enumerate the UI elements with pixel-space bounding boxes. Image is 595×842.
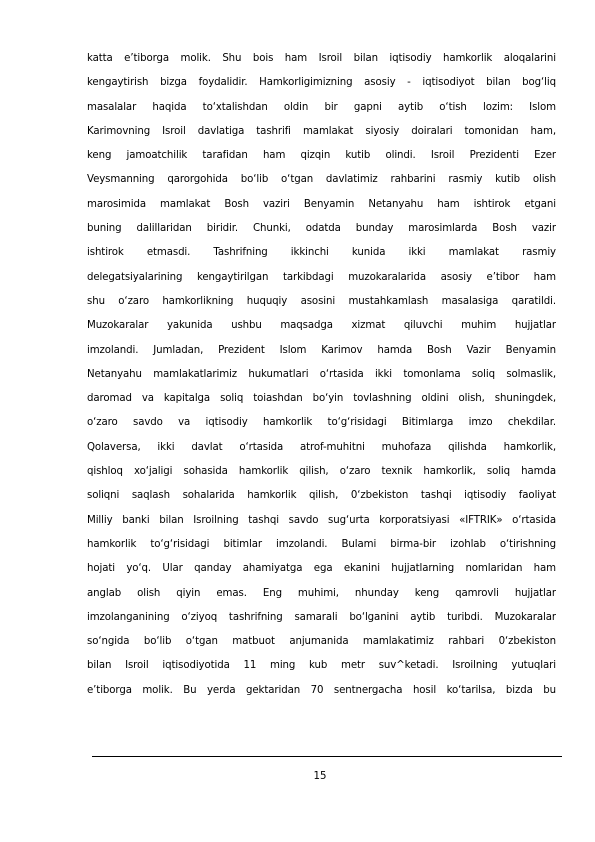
text-line: masalalar haqida to‘xtalishdan oldin bir gapni aytib o‘tish lozim: Islom xyxy=(87,101,556,113)
text-line: Muzokaralar yakunida ushbu maqsadga xizmat qiluvchi muhim hujjatlar xyxy=(87,320,556,332)
text-line: buning dalillaridan biridir. Chunki, odatda bunday marosimlarda Bosh vazir xyxy=(87,223,556,235)
text-line: imzolandi. Jumladan, Prezident Islom Karimov hamda Bosh Vazir Benyamin xyxy=(87,344,556,356)
text-line: soliqni saqlash sohalarida hamkorlik qilish, 0‘zbekiston tashqi iqtisodiy faoliyat xyxy=(87,490,556,502)
body-paragraph xyxy=(87,47,556,703)
text-line: hamkorlik to‘g‘risidagi bitimlar imzolandi. Bulami birma-bir izohlab o‘tirishning xyxy=(87,538,556,550)
text-line: so‘ngida bo‘lib o‘tgan matbuot anjumanida mamlakatimiz rahbari 0‘zbekiston xyxy=(87,636,556,648)
text-line: Karimovning Isroil davlatiga tashrifi mamlakat siyosiy doiralari tomonidan ham, xyxy=(87,125,556,137)
text-line: imzolanganining o‘ziyoq tashrifning samarali bo‘lganini aytib turibdi. Muzokaralar xyxy=(87,611,556,623)
text-line: keng jamoatchilik tarafidan ham qizqin kutib olindi. Isroil Prezidenti Ezer xyxy=(87,150,556,162)
text-line: hojati yo‘q. Ular qanday ahamiyatga ega ekanini hujjatlarning nomlaridan ham xyxy=(87,563,556,575)
text-line: ishtirok etmasdi. Tashrifning ikkinchi kunida ikki mamlakat rasmiy xyxy=(87,247,556,259)
text-line: Milliy banki bilan Isroilning tashqi savdo sug‘urta korporatsiyasi «IFTRIK» o‘rtasida xyxy=(87,514,556,526)
text-line: marosimida mamlakat Bosh vaziri Benyamin Netanyahu ham ishtirok etgani xyxy=(87,198,556,210)
page-number: 15 xyxy=(313,771,327,782)
text-line: shu o‘zaro hamkorlikning huquqiy asosini mustahkamlash masalasiga qaratildi. xyxy=(87,295,556,307)
text-line: bilan Isroil iqtisodiyotida 11 ming kub metr suv^ketadi. Isroilning yutuqlari xyxy=(87,660,556,672)
text-line: daromad va kapitalga soliq toiashdan bo‘yin tovlashning oldini olish, shuningdek, xyxy=(87,393,556,405)
text-line: e’tiborga molik. Bu yerda gektaridan 70 sentnergacha hosil ko‘tarilsa, bizda bu xyxy=(87,684,556,696)
text-line: Netanyahu mamlakatlarimiz hukumatlari o‘rtasida ikki tomonlama soliq solmaslik, xyxy=(87,368,556,380)
text-line: qishloq xo‘jaligi sohasida hamkorlik qilish, o‘zaro texnik hamkorlik, soliq hamda xyxy=(87,466,556,478)
text-line: katta e’tiborga molik. Shu bois ham Isroil bilan iqtisodiy hamkorlik aloqalarini xyxy=(87,53,556,64)
text-line: kengaytirish bizga foydalidir. Hamkorligimizning asosiy - iqtisodiyot bilan bog‘liq xyxy=(87,77,556,89)
text-line: Qolaversa, ikki davlat o‘rtasida atrof-muhitni muhofaza qilishda hamkorlik, xyxy=(87,441,556,453)
text-line: delegatsiyalarining kengaytirilgan tarkibdagi muzokaralarida asosiy e’tibor ham xyxy=(87,271,556,283)
text-line: o‘zaro savdo va iqtisodiy hamkorlik to‘g‘risidagi Bitimlarga imzo chekdilar. xyxy=(87,417,556,429)
text-line: anglab olish qiyin emas. Eng muhimi, nhunday keng qamrovli hujjatlar xyxy=(87,587,556,599)
footer-divider xyxy=(92,756,562,757)
text-line: Veysmanning qarorgohida bo‘lib o‘tgan davlatimiz rahbarini rasmiy kutib olish xyxy=(87,174,556,186)
